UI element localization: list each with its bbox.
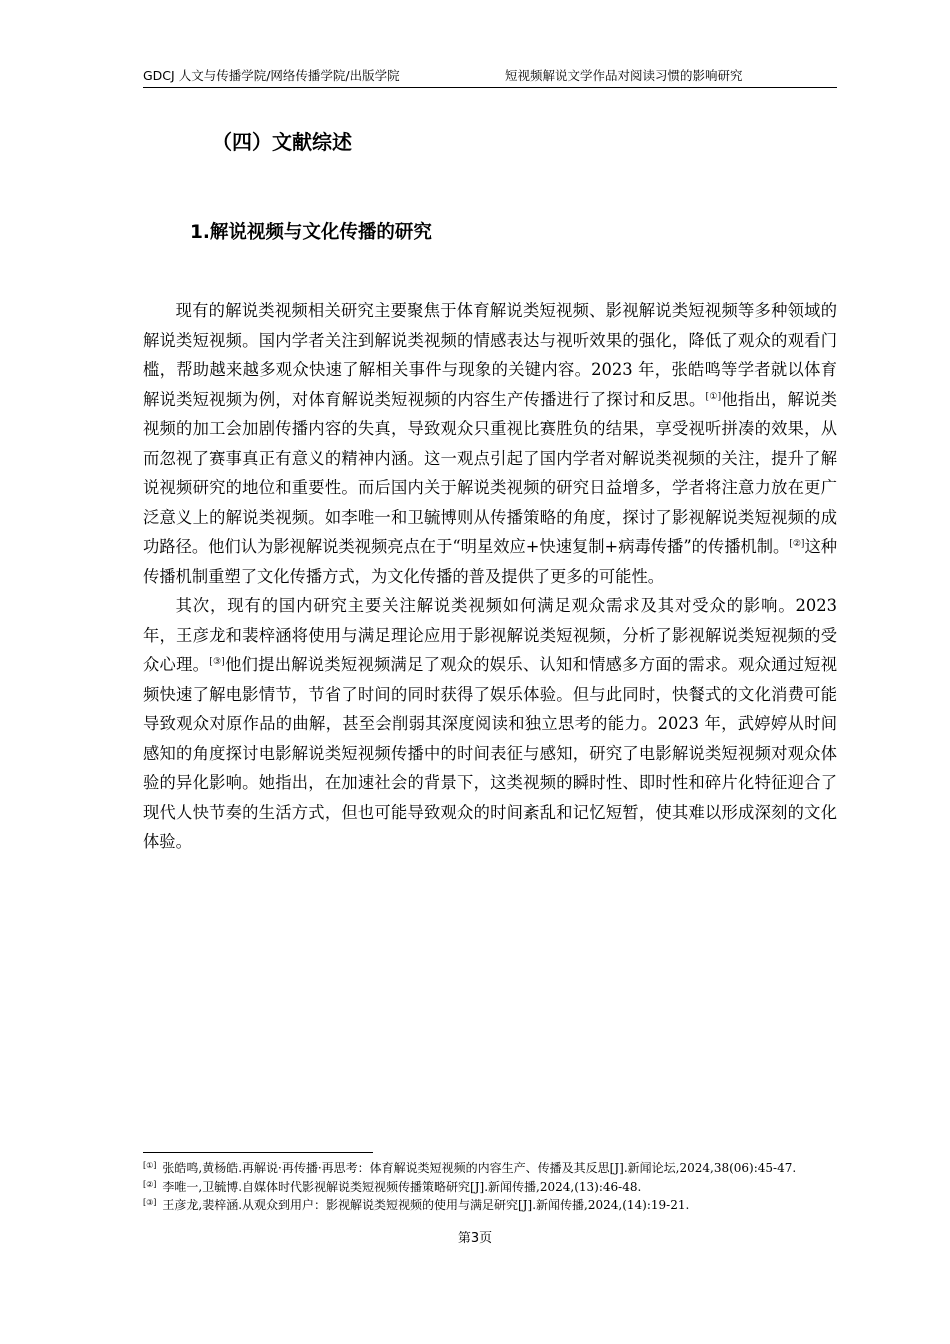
- footnote-2-mark: [②]: [143, 1179, 157, 1189]
- footnote-1: [143, 1158, 837, 1177]
- paragraph-1-part-3: 这种传播机制重塑了文化传播方式，为文化传播的普及提供了更多的可能性。: [143, 537, 838, 586]
- citation-ref-3: [③]: [209, 657, 225, 667]
- paragraph-1-part-1: 现有的解说类视频相关研究主要聚焦于体育解说类短视频、影视解说类短视频等多种领域的解说类短视频。国内学者关注到解说类视频的情感表达与视听效果的强化，降低了观众的观看门槛，帮助越来越多观众快速了解相关事件与现象的关键内容。2023 年，张皓鸣等学者就以体育解说类短视频为例，对体育解说类短视频的内容生产传播进行了探讨和反思。: [143, 301, 837, 409]
- paragraph-2-part-1: 其次，现有的国内研究主要关注解说类视频如何满足观众需求及其对受众的影响。2023 年，王彦龙和裴梓涵将使用与满足理论应用于影视解说类短视频，分析了影视解说类短视频的受众心理。: [143, 596, 837, 674]
- footnote-3-mark: [③]: [143, 1198, 157, 1207]
- citation-ref-2: [②]: [789, 539, 805, 549]
- footnote-3-text: 王彦龙,裴梓涵.从观众到用户：影视解说类短视频的使用与满足研究[J].新闻传播,2024,(14):19-21.: [162, 1198, 690, 1212]
- footnote-2-text: 李唯一,卫毓博.自媒体时代影视解说类短视频传播策略研究[J].新闻传播,2024,(13):46-48.: [162, 1179, 642, 1194]
- section-title: （四）文献综述: [212, 130, 352, 154]
- page-number: 第3页: [457, 1231, 493, 1246]
- running-header: [143, 66, 837, 88]
- paragraph-2: [143, 591, 837, 857]
- paragraph-1-part-2: 他指出，解说类视频的加工会加剧传播内容的失真，导致观众只重视比赛胜负的结果，享受视听拼凑的效果，从而忽视了赛事真正有意义的精神内涵。这一观点引起了国内学者对解说类视频的关注，提升了解说视频研究的地位和重要性。而后国内关于解说类视频的研究日益增多，学者将注意力放在更广泛意义上的解说类视频。如李唯一和卫毓博则从传播策略的角度，探讨了影视解说类短视频的成功路径。他们认为影视解说类视频亮点在于“明星效应+快速复制+病毒传播”的传播机制。: [143, 389, 837, 556]
- footnotes: [143, 1158, 837, 1214]
- footnote-1-text: 张皓鸣,黄杨皓.再解说·再传播·再思考：体育解说类短视频的内容生产、传播及其反思[J].新闻论坛,2024,38(06):45-47.: [162, 1161, 797, 1175]
- subsection-title: 1.解说视频与文化传播的研究: [190, 222, 432, 243]
- footnote-3: [143, 1195, 837, 1214]
- paragraph-2-part-2: 他们提出解说类短视频满足了观众的娱乐、认知和情感多方面的需求。观众通过短视频快速了解电影情节，节省了时间的同时获得了娱乐体验。但与此同时，快餐式的文化消费可能导致观众对原作品的曲解，甚至会削弱其深度阅读和独立思考的能力。2023 年，武婷婷从时间感知的角度探讨电影解说类短视频传播中的时间表征与感知，研究了电影解说类短视频对观众体验的异化影响。她指出，在加速社会的背景下，这类视频的瞬时性、即时性和碎片化特征迎合了现代人快节奏的生活方式，但也可能导致观众的时间紊乱和记忆短暂，使其难以形成深刻的文化体验。: [143, 655, 837, 851]
- body-text: [143, 296, 837, 857]
- footnote-1-mark: [①]: [143, 1161, 157, 1170]
- citation-ref-1: [①]: [705, 391, 722, 402]
- paragraph-1: [143, 296, 837, 591]
- footnote-2: [143, 1177, 837, 1196]
- footnote-separator: [143, 1152, 373, 1153]
- header-institution: GDCJ 人文与传播学院/网络传播学院/出版学院: [143, 68, 400, 83]
- header-paper-title: 短视频解说文学作品对阅读习惯的影响研究: [505, 68, 743, 83]
